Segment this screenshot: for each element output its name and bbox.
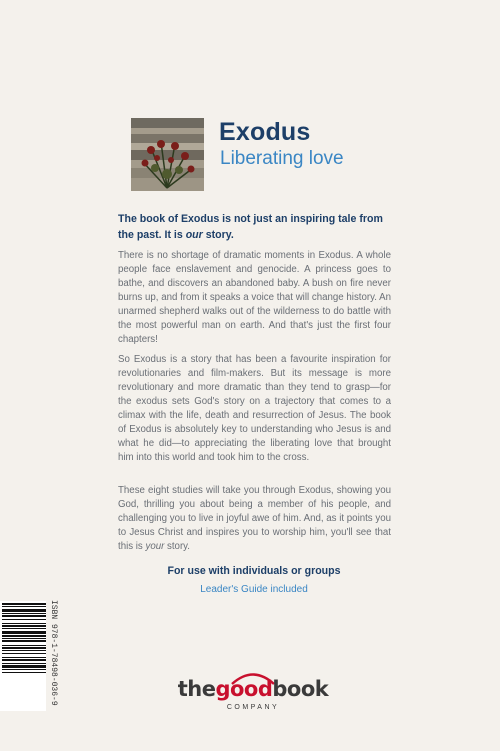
- cover-photo: [131, 118, 204, 191]
- book-title: Exodus: [219, 118, 311, 146]
- description-paragraph-3: [118, 484, 391, 554]
- isbn-number: ISBN 978-1-78498-036-9: [49, 600, 58, 706]
- tagline: [118, 211, 390, 243]
- paragraph-3-text: These eight studies will take you through Exodus, showing you God, thrilling you about being a member of his people, and challenging you to live in joyful awe of him. And, as it points you to Jesus Christ and inspires you to worship him, you'll see that this is: [118, 485, 391, 552]
- book-subtitle: Liberating love: [220, 148, 344, 169]
- tagline-end: story.: [202, 229, 234, 241]
- tagline-text: The book of Exodus is not just an inspiring tale from the past. It is: [118, 213, 383, 241]
- paragraph-3-end: story.: [164, 541, 190, 552]
- publisher-company: COMPANY: [226, 704, 280, 711]
- publisher-name-part-1: the: [177, 677, 216, 701]
- tagline-emphasis: our: [185, 229, 203, 241]
- barcode: [0, 601, 46, 711]
- paragraph-3-emphasis: your: [145, 541, 165, 552]
- usage-heading: For use with individuals or groups: [167, 565, 341, 577]
- description-paragraph-2: So Exodus is a story that has been a favourite inspiration for revolutionaries and film-makers. But its message is more revolutionary and more dramatic than they tend to grasp—for the exodus sets God's story on a trajectory that comes to a climax with the life, death and resurrection of Jesus. The book of Exodus is absolutely key to understanding who Jesus is and what he did—to appreciating the liberating love that brought him into this world and took him to the cross.: [118, 354, 391, 463]
- publisher-name: [173, 677, 333, 701]
- publisher-name-part-3: book: [272, 677, 329, 701]
- publisher-name-part-2: good: [215, 677, 273, 701]
- description-paragraph-1: There is no shortage of dramatic moments in Exodus. A whole people face enslavement and genocide. A princess goes to bathe, and discovers an abandoned baby. A bush on fire never burns up, and from it speaks a voice that will change history. An unarmed shepherd walks out of the wilderness to do battle with the most powerful man on earth. And that's just the first four chapters!: [118, 250, 391, 345]
- barcode-bars: [0, 601, 46, 711]
- leaders-guide-note: Leader's Guide included: [200, 584, 308, 595]
- publisher-logo: [173, 671, 333, 721]
